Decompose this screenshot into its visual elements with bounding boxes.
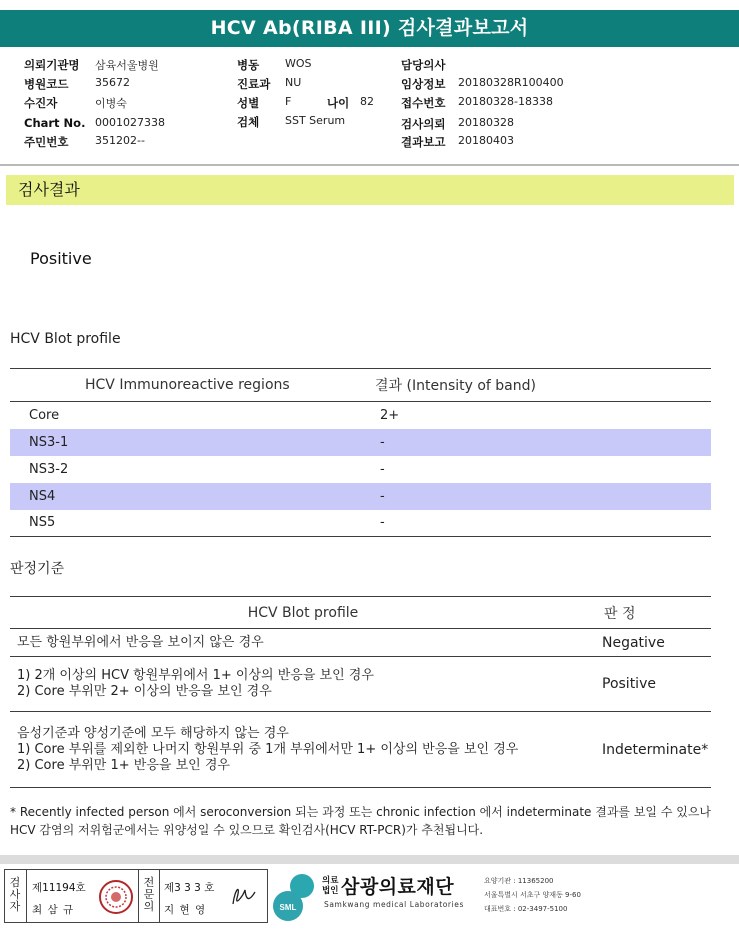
result-value: Positive <box>30 249 92 268</box>
org-prefix-top: 의료 <box>322 876 339 886</box>
info-label: 병동 <box>237 58 260 72</box>
info-value: SST Serum <box>285 114 346 127</box>
inspector-license: 제11194호 <box>32 882 86 894</box>
footer-divider <box>0 855 739 864</box>
judgement-cell: Positive <box>596 657 711 712</box>
org-prefix-bottom: 법인 <box>322 886 339 896</box>
age-label: 나이 <box>327 96 350 110</box>
specialist-name: 지 현 영 <box>164 904 207 916</box>
info-label: 병원코드 <box>24 77 69 91</box>
info-value: 이병숙 <box>95 97 127 110</box>
table-row <box>10 510 711 537</box>
table-header-row <box>10 369 711 402</box>
info-label: 성별 <box>237 96 260 110</box>
region-cell: NS3-1 <box>10 429 367 456</box>
region-cell: NS4 <box>10 483 367 510</box>
org-info-line: 요양기관 : 11365200 <box>484 877 554 885</box>
org-info-line: 대표번호 : 02-3497-5100 <box>484 905 568 913</box>
info-label: 접수번호 <box>401 96 446 110</box>
table-row <box>10 429 711 456</box>
info-value: NU <box>285 76 302 89</box>
age-value: 82 <box>360 95 374 108</box>
region-cell: Core <box>29 407 60 423</box>
criteria-line: 2) Core 부위만 1+ 반응을 보인 경우 <box>17 757 230 773</box>
info-value: 0001027338 <box>95 116 165 129</box>
region-cell: NS5 <box>10 510 367 537</box>
table-header-row <box>10 597 711 629</box>
info-value: 20180328R100400 <box>458 76 564 89</box>
info-value: 351202-- <box>95 134 145 147</box>
info-label: 임상정보 <box>401 77 446 91</box>
inspector-name: 최 삼 규 <box>32 904 75 916</box>
column-header: 결과 (Intensity of band) <box>367 369 711 402</box>
organization-logo <box>272 870 592 924</box>
info-value: 35672 <box>95 76 130 89</box>
criteria-line: 2) Core 부위만 2+ 이상의 반응을 보인 경우 <box>17 684 272 699</box>
blot-profile-table <box>10 368 711 537</box>
section-title: 검사결과 <box>6 175 734 205</box>
inspector-label: 검사자 <box>9 876 21 913</box>
footnote: * Recently infected person 에서 seroconversion 되는 과정 또는 chronic infection 에서 indeterminate 결과를 보일 수 있으나 HCV 감염의 저위험군에서는 위양성일 수 있으므로 확인검사(HCV RT-PCR)가 추천됩니다. <box>10 805 712 837</box>
logo-text: SML <box>279 903 297 912</box>
org-english-name: Samkwang medical Laboratories <box>324 900 465 909</box>
info-value: WOS <box>285 57 312 70</box>
criteria-table <box>10 596 711 788</box>
info-value: 20180403 <box>458 134 514 147</box>
table-row <box>10 657 711 712</box>
column-header: HCV Immunoreactive regions <box>10 369 367 402</box>
criteria-title: 판정기준 <box>10 561 65 577</box>
info-value: F <box>285 95 292 108</box>
info-label: 담당의사 <box>401 58 446 72</box>
org-prefix <box>322 876 338 896</box>
info-value: 삼육서울병원 <box>95 59 159 72</box>
column-header: HCV Blot profile <box>10 597 596 629</box>
criteria-cell <box>10 629 596 657</box>
divider <box>26 870 27 922</box>
info-label: 주민번호 <box>24 135 69 149</box>
intensity-cell: - <box>367 429 711 456</box>
criteria-cell <box>10 657 596 712</box>
table-row <box>10 483 711 510</box>
judgement-cell: Indeterminate* <box>596 712 711 788</box>
patient-info <box>0 54 739 164</box>
criteria-line: 모든 항원부위에서 반응을 보이지 않은 경우 <box>17 634 264 650</box>
judgement-cell: Negative <box>596 629 711 657</box>
info-label: 의뢰기관명 <box>24 58 80 72</box>
org-info <box>484 874 581 916</box>
info-label: 결과보고 <box>401 135 446 149</box>
info-label: Chart No. <box>24 116 86 130</box>
column-header: 판 정 <box>596 597 711 629</box>
criteria-cell <box>10 712 596 788</box>
specialist-license: 제3 3 3 호 <box>164 882 215 894</box>
criteria-line: 1) 2개 이상의 HCV 항원부위에서 1+ 이상의 반응을 보인 경우 <box>17 668 374 683</box>
table-row <box>10 402 711 429</box>
seal-stamp <box>99 880 133 914</box>
divider <box>138 870 139 922</box>
table-row <box>10 629 711 657</box>
info-label: 수진자 <box>24 96 58 110</box>
intensity-cell: - <box>367 510 711 537</box>
table-row <box>10 456 711 483</box>
criteria-line: 음성기준과 양성기준에 모두 해당하지 않는 경우 <box>17 725 289 741</box>
sml-logo-icon <box>272 872 318 922</box>
info-label: 검사의뢰 <box>401 117 446 131</box>
criteria-line: 1) Core 부위를 제외한 나머지 항원부위 중 1개 부위에서만 1+ 이상의 반응을 보인 경우 <box>17 741 519 757</box>
org-info-line: 서울특별시 서초구 양재동 9-60 <box>484 891 581 899</box>
intensity-cell: 2+ <box>380 407 400 423</box>
report-title: HCV Ab(RIBA III) 검사결과보고서 <box>0 10 739 47</box>
org-name: 삼광의료재단 <box>341 876 455 898</box>
intensity-cell: - <box>380 461 385 477</box>
blot-profile-title: HCV Blot profile <box>10 331 121 347</box>
region-cell: NS3-2 <box>29 461 69 477</box>
info-label: 진료과 <box>237 77 271 91</box>
signature-box <box>4 869 268 923</box>
table-row <box>10 712 711 788</box>
info-value: 20180328 <box>458 116 514 129</box>
specialist-label: 전문의 <box>143 876 155 913</box>
handwritten-signature <box>225 878 261 914</box>
divider <box>0 164 739 166</box>
divider <box>159 870 160 922</box>
info-value: 20180328-18338 <box>458 95 553 108</box>
info-label: 검체 <box>237 115 260 129</box>
intensity-cell: - <box>367 483 711 510</box>
